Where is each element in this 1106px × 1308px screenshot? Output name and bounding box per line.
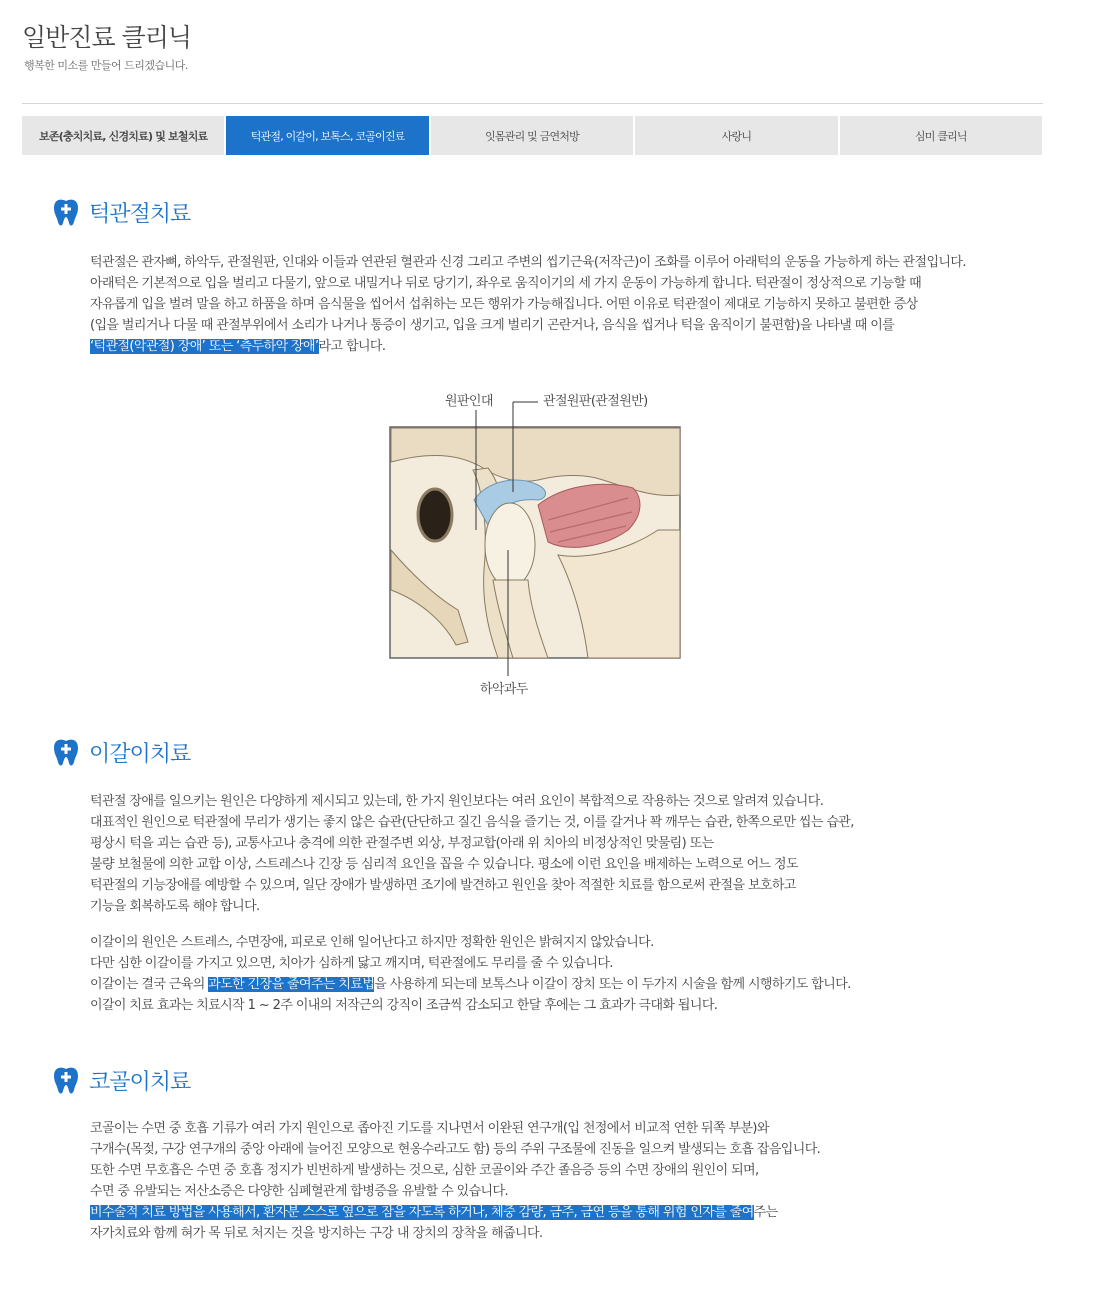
label-disc-ligament: 원판인대 bbox=[445, 394, 493, 409]
text-line: 코골이는 수면 중 호흡 기류가 여러 가지 원인으로 좁아진 기도를 지나면서 이완된 연구개(입 천정에서 비교적 연한 뒤쪽 부분)와 bbox=[90, 1121, 769, 1136]
tab-conservative-prosthetic[interactable]: 보존(충치치료, 신경치료) 및 보철치료 bbox=[22, 116, 224, 155]
text-line: 또한 수면 무호흡은 수면 중 호흡 정지가 빈번하게 발생하는 것으로, 심한 코골이와 주간 졸음증 등의 수면 장애의 원인이 되며, bbox=[90, 1163, 759, 1178]
text-line: 다만 심한 이갈이를 가지고 있으면, 치아가 심하게 닳고 깨지며, 턱관절에도 무리를 줄 수 있습니다. bbox=[90, 956, 613, 971]
text-line: 이갈이 치료 효과는 치료시작 1 ~ 2주 이내의 저작근의 강직이 조금씩 감소되고 한달 후에는 그 효과가 극대화 됩니다. bbox=[90, 998, 718, 1013]
tmj-description bbox=[90, 252, 966, 357]
text-line bbox=[90, 1202, 820, 1223]
header-divider bbox=[22, 103, 1043, 104]
bruxism-description-1 bbox=[90, 791, 854, 917]
page-title: 일반진료 클리닉 bbox=[22, 23, 191, 52]
tab-gum-care-smoking[interactable]: 잇몸관리 및 금연처방 bbox=[431, 116, 633, 155]
section-heading-bruxism bbox=[53, 737, 190, 768]
tab-aesthetic-clinic[interactable]: 심미 클리닉 bbox=[840, 116, 1042, 155]
label-articular-disc: 관절원판(관절원반) bbox=[543, 394, 648, 409]
label-mandibular-condyle: 하악과두 bbox=[480, 682, 528, 697]
clinic-tabs bbox=[22, 116, 1042, 155]
text-fragment: 을 사용하게 되는데 보톡스나 이갈이 장치 또는 이 두가지 시술을 함께 시행하기도 합니다. bbox=[374, 977, 851, 992]
tooth-plus-icon bbox=[53, 1066, 79, 1096]
tooth-plus-icon bbox=[53, 198, 79, 228]
tmj-anatomy-figure bbox=[388, 380, 688, 700]
text-line: 수면 중 유발되는 저산소증은 다양한 심폐혈관계 합병증을 유발할 수 있습니다. bbox=[90, 1184, 508, 1199]
highlight-text: 과도한 긴장을 줄여주는 치료법 bbox=[208, 977, 375, 992]
tmj-anatomy-illustration bbox=[388, 380, 688, 700]
section-title: 턱관절치료 bbox=[89, 202, 191, 227]
tab-wisdom-tooth[interactable]: 사랑니 bbox=[635, 116, 837, 155]
text-line: 기능을 회복하도록 해야 합니다. bbox=[90, 899, 260, 914]
text-line bbox=[90, 974, 851, 995]
text-line bbox=[90, 336, 966, 357]
text-line: 턱관절 장애를 일으키는 원인은 다양하게 제시되고 있는데, 한 가지 원인보다는 여러 요인이 복합적으로 작용하는 것으로 알려져 있습니다. bbox=[90, 794, 824, 809]
tab-tmj-bruxism-botox-snoring[interactable]: 턱관절, 이갈이, 보톡스, 코골이진료 bbox=[226, 116, 428, 155]
text-line: 자가치료와 함께 혀가 목 뒤로 처지는 것을 방지하는 구강 내 장치의 장착을 해줍니다. bbox=[90, 1226, 543, 1241]
text-line: 턱관절은 관자뼈, 하악두, 관절원판, 인대와 이들과 연관된 혈관과 신경 그리고 주변의 씹기근육(저작근)이 조화를 이루어 아래턱의 운동을 가능하게 하는 관절입니다. bbox=[90, 255, 966, 270]
text-fragment: 주는 bbox=[753, 1205, 778, 1220]
highlight-text: ‘턱관절(악관절) 장애’ 또는 ‘측두하악 장애’ bbox=[90, 339, 319, 354]
section-title: 코골이치료 bbox=[89, 1070, 191, 1095]
bruxism-description-2 bbox=[90, 932, 851, 1016]
snoring-description bbox=[90, 1118, 820, 1244]
text-line: 평상시 턱을 괴는 습관 등), 교통사고나 충격에 의한 관절주변 외상, 부정교합(아래 위 치아의 비정상적인 맞물림) 또는 bbox=[90, 836, 714, 851]
text-line: 구개수(목젖, 구강 연구개의 중앙 아래에 늘어진 모양으로 현옹수라고도 함) 등의 주위 구조물에 진동을 일으켜 발생되는 호흡 잡음입니다. bbox=[90, 1142, 821, 1157]
text-line: 불량 보철물에 의한 교합 이상, 스트레스나 긴장 등 심리적 요인을 꼽을 수 있습니다. 평소에 이런 요인을 배제하는 노력으로 어느 정도 bbox=[90, 857, 798, 872]
tooth-plus-icon bbox=[53, 738, 79, 768]
text-line: (입을 벌리거나 다물 때 관절부위에서 소리가 나거나 통증이 생기고, 입을 크게 벌리기 곤란거나, 음식을 씹거나 턱을 움직이기 불편함)을 나타낼 때 이를 bbox=[90, 318, 895, 333]
section-heading-snoring bbox=[53, 1065, 190, 1096]
text-line: 대표적인 원인으로 턱관절에 무리가 생기는 좋지 않은 습관(단단하고 질긴 음식을 즐기는 것, 이를 갈거나 꽉 깨무는 습관, 한쪽으로만 씹는 습관, bbox=[90, 815, 854, 830]
text-fragment: 이갈이는 결국 근육의 bbox=[90, 977, 209, 992]
text-line: 자유롭게 입을 벌려 말을 하고 하품을 하며 음식물을 씹어서 섭취하는 모든 행위가 가능해집니다. 어떤 이유로 턱관절이 제대로 기능하지 못하고 불편한 증상 bbox=[90, 297, 918, 312]
text-fragment: 라고 합니다. bbox=[318, 339, 386, 354]
text-line: 턱관절의 기능장애를 예방할 수 있으며, 일단 장애가 발생하면 조기에 발견하고 원인을 찾아 적절한 치료를 함으로써 관절을 보호하고 bbox=[90, 878, 796, 893]
text-line: 아래턱은 기본적으로 입을 벌리고 다물기, 앞으로 내밀거나 뒤로 당기기, 좌우로 움직이기의 세 가지 운동이 가능하게 합니다. 턱관절이 정상적으로 기능할 때 bbox=[90, 276, 922, 291]
highlight-text: 비수술적 치료 방법을 사용해서, 환자분 스스로 옆으로 잠을 자도록 하거나, 체중 감량, 금주, 금연 등을 통해 위험 인자를 줄여 bbox=[90, 1205, 754, 1220]
page-subtitle: 행복한 미소를 만들어 드리겠습니다. bbox=[24, 59, 188, 72]
section-title: 이갈이치료 bbox=[89, 742, 191, 767]
section-heading-tmj bbox=[53, 197, 190, 228]
text-line: 이갈이의 원인은 스트레스, 수면장애, 피로로 인해 일어난다고 하지만 정확한 원인은 밝혀지지 않았습니다. bbox=[90, 935, 654, 950]
